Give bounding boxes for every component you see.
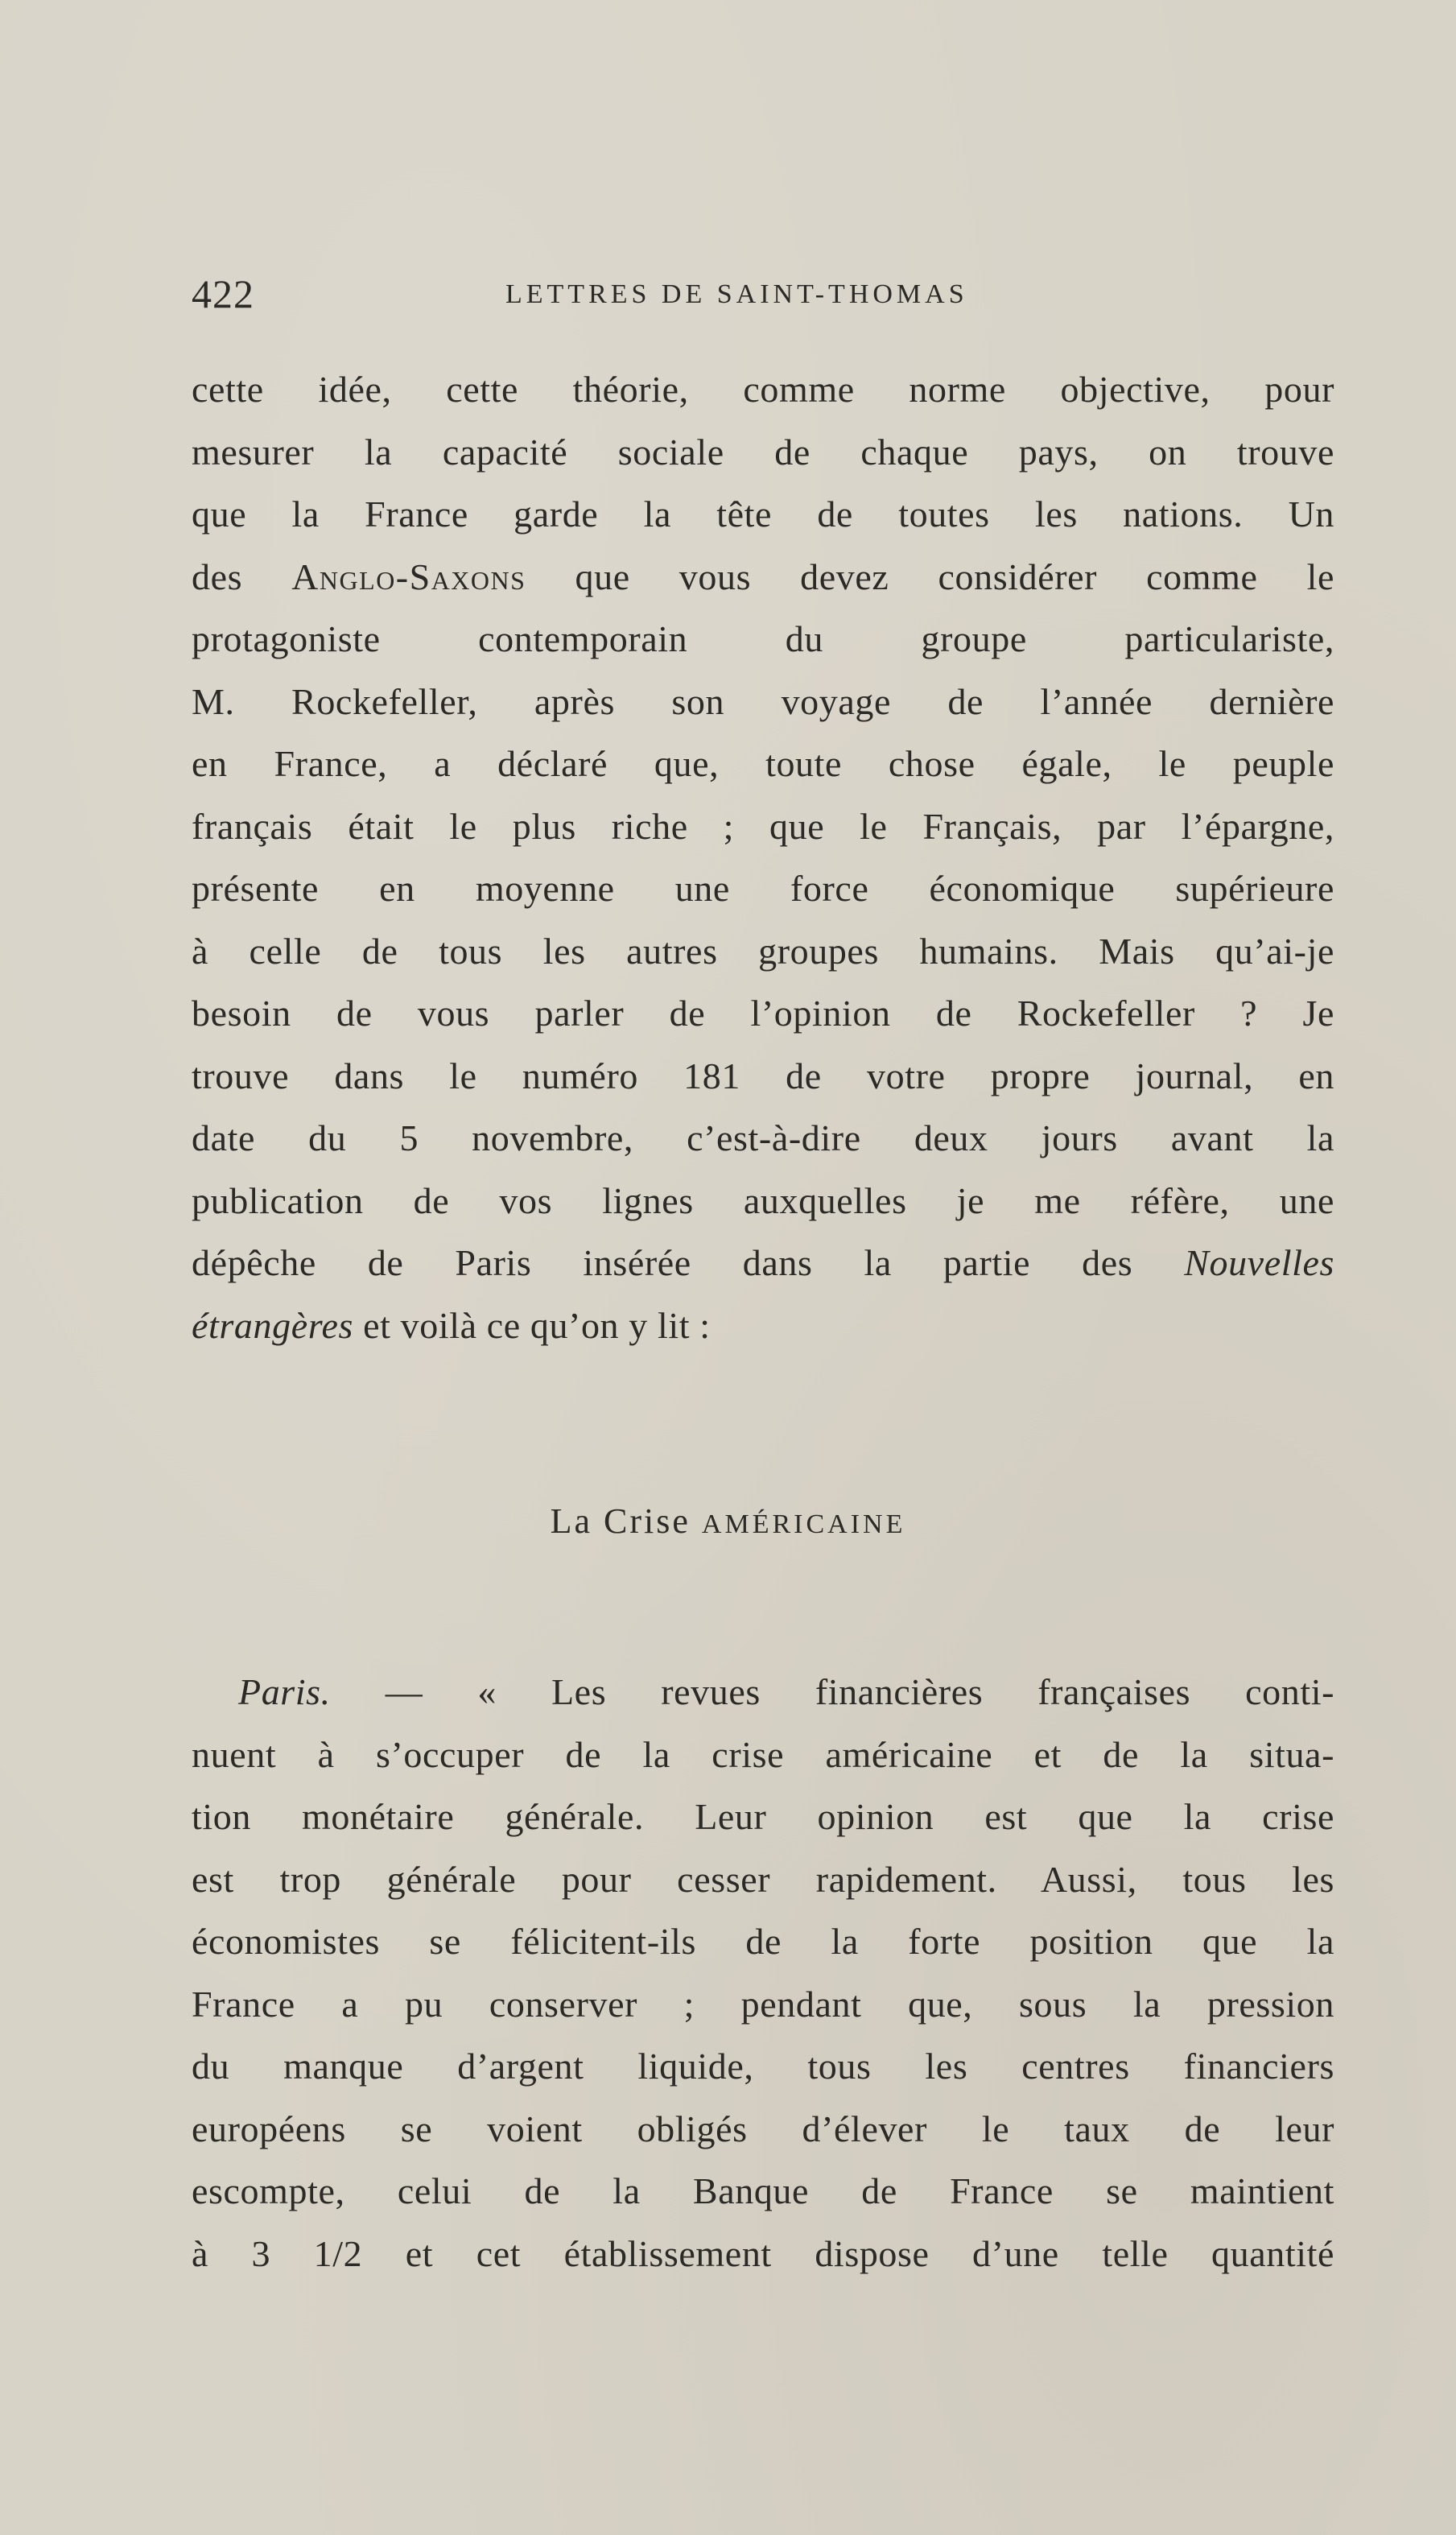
text-fragment: — « Les revues financières françaises conti- bbox=[330, 1671, 1334, 1712]
text-line: M. Rockefeller, après son voyage de l’année dernière bbox=[192, 680, 1334, 722]
paragraph-top bbox=[192, 358, 1334, 1356]
text-line: protagoniste contemporain du groupe particulariste, bbox=[192, 618, 1334, 659]
page-number: 422 bbox=[192, 271, 254, 316]
text-line: à celle de tous les autres groupes humains. Mais qu’ai-je bbox=[192, 930, 1334, 972]
text-fragment: que vous devez considérer comme le bbox=[526, 555, 1335, 597]
heading-word: La bbox=[550, 1501, 593, 1541]
text-line: que la France garde la tête de toutes les nations. Un bbox=[192, 493, 1334, 535]
text-line bbox=[192, 1232, 1334, 1294]
text-line: France a pu conserver ; pendant que, sous la pression bbox=[192, 1983, 1334, 2025]
text-line: européens se voient obligés d’élever le taux de leur bbox=[192, 2108, 1334, 2149]
text-line: cette idée, cette théorie, comme norme objective, pour bbox=[192, 369, 1334, 410]
italic-place: Paris. bbox=[238, 1671, 331, 1712]
text-line: du manque d’argent liquide, tous les centres financiers bbox=[192, 2046, 1334, 2087]
text-line: est trop générale pour cesser rapidement. Aussi, tous les bbox=[192, 1858, 1334, 1900]
text-line: en France, a déclaré que, toute chose égale, le peuple bbox=[192, 743, 1334, 784]
smallcaps-name: Anglo-Saxons bbox=[291, 555, 526, 597]
text-fragment: des bbox=[192, 555, 292, 597]
running-title: LETTRES DE SAINT-THOMAS bbox=[505, 279, 968, 309]
text-fragment: et voilà ce qu’on y lit : bbox=[353, 1304, 711, 1346]
text-line: français était le plus riche ; que le Français, par l’épargne, bbox=[192, 805, 1334, 847]
text-line: besoin de vous parler de l’opinion de Rockefeller ? Je bbox=[192, 993, 1334, 1034]
text-line: mesurer la capacité sociale de chaque pays, on trouve bbox=[192, 431, 1334, 473]
section-heading bbox=[0, 1493, 1456, 1553]
heading-word: AMÉRICAINE bbox=[701, 1509, 906, 1539]
heading-word: Crise bbox=[604, 1501, 691, 1541]
text-line bbox=[192, 1661, 1334, 1724]
text-line bbox=[192, 546, 1334, 609]
text-line: escompte, celui de la Banque de France se maintient bbox=[192, 2170, 1334, 2211]
italic-term: Nouvelles bbox=[1184, 1242, 1334, 1283]
text-line: économistes se félicitent-ils de la forte position que la bbox=[192, 1921, 1334, 1962]
running-head bbox=[192, 266, 1334, 322]
text-line: nuent à s’occuper de la crise américaine et de la situa- bbox=[192, 1733, 1334, 1775]
text-line: date du 5 novembre, c’est-à-dire deux jours avant la bbox=[192, 1117, 1334, 1158]
paragraph-quote bbox=[192, 1661, 1334, 2285]
italic-term: étrangères bbox=[192, 1304, 354, 1346]
text-line: présente en moyenne une force économique supérieure bbox=[192, 868, 1334, 909]
text-line: à 3 1/2 et cet établissement dispose d’une telle quantité bbox=[192, 2232, 1334, 2274]
text-fragment: dépêche de Paris insérée dans la partie des bbox=[192, 1242, 1185, 1283]
text-line: publication de vos lignes auxquelles je me réfère, une bbox=[192, 1179, 1334, 1221]
text-line: trouve dans le numéro 181 de votre propre journal, en bbox=[192, 1055, 1334, 1096]
text-line bbox=[192, 1294, 1334, 1357]
text-line: tion monétaire générale. Leur opinion est que la crise bbox=[192, 1796, 1334, 1837]
